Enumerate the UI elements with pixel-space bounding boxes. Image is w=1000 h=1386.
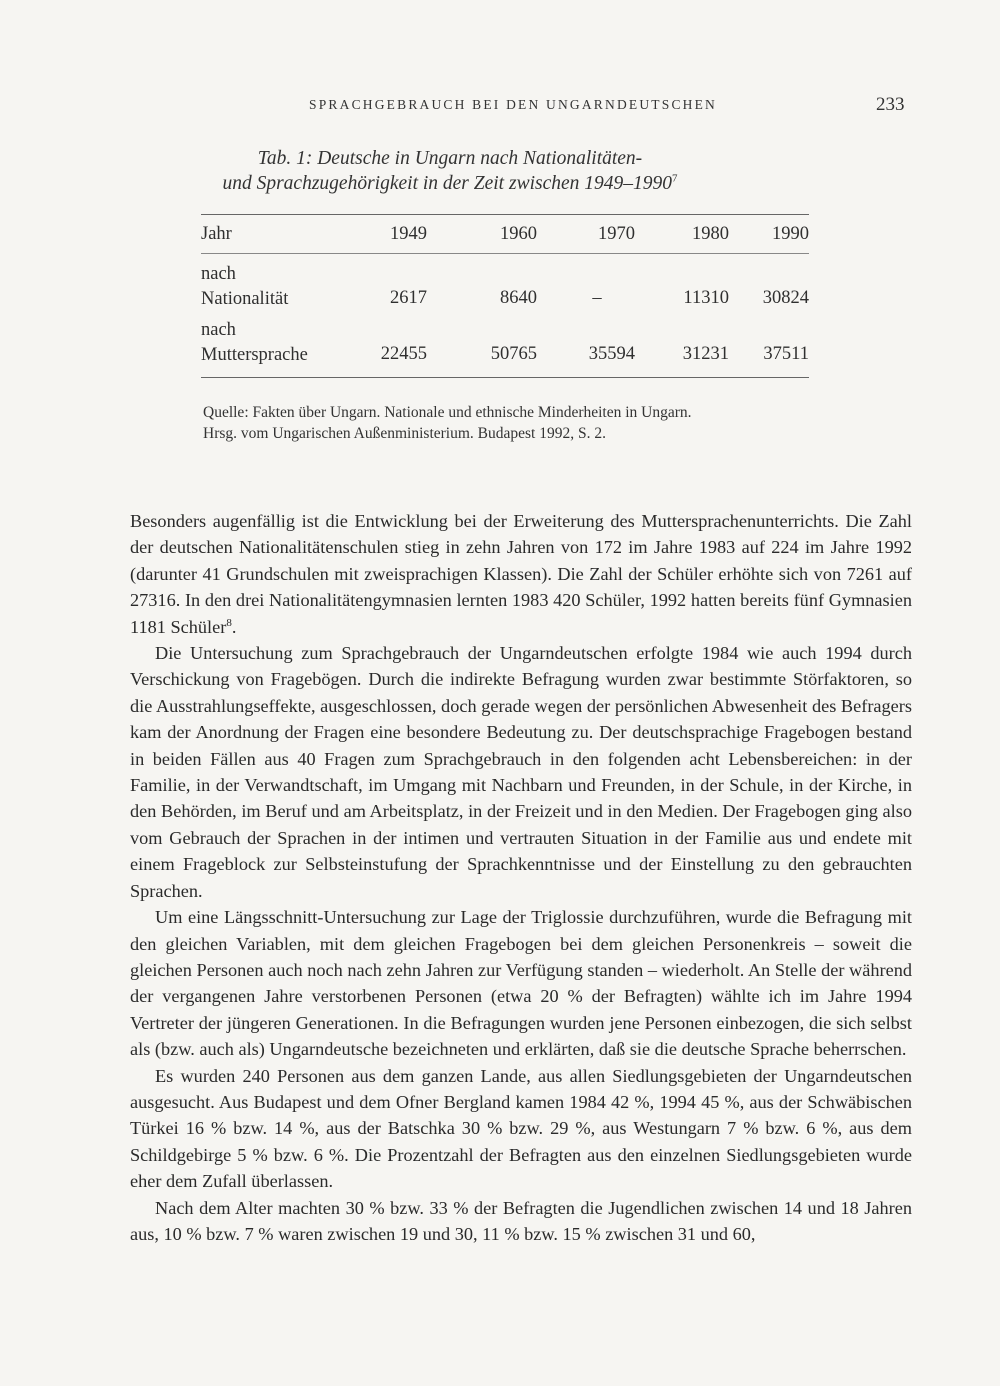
- table-header-year: 1970: [598, 223, 635, 244]
- table-header-year: 1960: [500, 223, 537, 244]
- paragraph-end: .: [231, 616, 237, 637]
- table-caption-line-2-text: und Sprachzugehörigkeit in der Zeit zwischen 1949–1990: [222, 173, 673, 194]
- paragraph: [130, 508, 912, 640]
- row-label: [201, 254, 359, 312]
- table-cell: 11310: [683, 288, 729, 308]
- footnote-marker: 8: [226, 616, 232, 629]
- table-caption-line-2: [90, 171, 810, 196]
- table-cell: 22455: [380, 344, 427, 364]
- table-cell: 8640: [500, 288, 537, 308]
- data-table: [201, 214, 809, 378]
- table-cell: 31231: [682, 344, 729, 364]
- table-source-note: [203, 402, 823, 444]
- table-header-label: Jahr: [201, 223, 232, 244]
- table-header-row: [201, 215, 809, 253]
- table-header-year: 1949: [390, 223, 427, 244]
- source-line-2: Hrsg. vom Ungarischen Außenministerium. Budapest 1992, S. 2.: [203, 425, 606, 442]
- table-caption-line-1: Tab. 1: Deutsche in Ungarn nach Nationalitäten-: [257, 148, 643, 169]
- paragraph: Es wurden 240 Personen aus dem ganzen Lande, aus allen Siedlungsgebieten der Ungarndeutschen ausgesucht. Aus Budapest und dem Ofner Bergland kamen 1984 42 %, 1994 45 %, aus der Schwäbischen Türkei 16 % bzw. 14 %, aus der Batschka 30 % bzw. 29 %, aus Westungarn 7 % bzw. 6 %, aus dem Schildgebirge 5 % bzw. 6 %. Die Prozentzahl der Befragten aus den einzelnen Siedlungsgebieten wurde eher dem Zufall überlassen.: [130, 1065, 912, 1192]
- row-label-line-2: Nationalität: [201, 289, 289, 309]
- table-caption: [90, 146, 810, 196]
- table-cell: 35594: [588, 344, 635, 364]
- table-row: [201, 312, 809, 368]
- table-cell: 50765: [490, 344, 537, 364]
- row-label-line-1: nach: [201, 264, 236, 284]
- body-text: [130, 508, 912, 1247]
- running-head: SPRACHGEBRAUCH BEI DEN UNGARNDEUTSCHEN: [309, 97, 717, 112]
- row-label-line-2: Muttersprache: [201, 345, 308, 365]
- table-grid: [201, 215, 809, 378]
- row-label-line-1: nach: [201, 320, 236, 340]
- paragraph: Um eine Längsschnitt-Untersuchung zur Lage der Triglossie durchzuführen, wurde die Befragung mit den gleichen Variablen, mit dem gleichen Fragebogen bei dem gleichen Personenkreis – soweit die gleichen Personen auch noch nach zehn Jahren zur Verfügung standen – wiederholt. An Stelle der während der vergangenen Jahre verstorbenen Personen (etwa 20 % der Befragten) wählte ich im Jahre 1994 Vertreter der jüngeren Generationen. In die Befragungen wurden jene Personen einbezogen, die sich selbst als (bzw. auch als) Ungarndeutsche bezeichneten und erklärten, daß sie die deutsche Sprache beherrschen.: [130, 907, 912, 1060]
- row-label: [201, 312, 359, 368]
- paragraph: Die Untersuchung zum Sprachgebrauch der Ungarndeutschen erfolgte 1984 wie auch 1994 durch Verschickung von Fragebögen. Durch die indirekte Befragung wurden zwar bestimmte Störfaktoren, so die Ausstrahlungseffekte, ausgeschlossen, doch gerade wegen der persönlichen Abwesenheit des Befragers kam der Anordnung der Fragen eine besondere Bedeutung zu. Der deutschsprachige Fragebogen bestand in beiden Fällen aus 40 Fragen zum Sprachgebrauch in den folgenden acht Lebensbereichen: in der Familie, in der Verwandtschaft, im Umgang mit Nachbarn und Freunden, in der Schule, in der Kirche, in den Behörden, im Beruf und am Arbeitsplatz, in der Freizeit und in den Medien. Der Fragebogen ging also vom Gebrauch der Sprachen in der intimen und vertrauten Situation in der Familie aus und endete mit einem Frageblock zur Selbsteinstufung der Sprachkenntnisse und der Einstellung zu den gebrauchten Sprachen.: [130, 643, 912, 901]
- source-line-1: Quelle: Fakten über Ungarn. Nationale und ethnische Minderheiten in Ungarn.: [203, 404, 692, 421]
- table-cell: –: [592, 288, 602, 308]
- table-bottom-rule: [201, 377, 809, 378]
- paragraph-text: Besonders augenfällig ist die Entwicklung bei der Erweiterung des Muttersprachenunterrichts. Die Zahl der deutschen Nationalitätenschulen stieg in zehn Jahren von 172 im Jahre 1983 auf 224 im Jahre 1992 (darunter 41 Grundschulen mit zweisprachigen Klassen). Die Zahl der Schüler erhöhte sich von 7261 auf 27316. In den drei Nationalitätengymnasien lernten 1983 420 Schüler, 1992 hatten bereits fünf Gymnasien 1181 Schüler: [130, 511, 912, 637]
- table-cell: 2617: [390, 288, 427, 308]
- caption-footnote-marker: 7: [672, 172, 678, 185]
- table-cell: 30824: [762, 288, 809, 308]
- paragraph: Nach dem Alter machten 30 % bzw. 33 % der Befragten die Jugendlichen zwischen 14 und 18 Jahren aus, 10 % bzw. 7 % waren zwischen 19 und 30, 11 % bzw. 15 % zwischen 31 und 60,: [130, 1197, 912, 1244]
- table-header-year: 1990: [772, 223, 809, 244]
- table-cell: 37511: [763, 344, 809, 364]
- page-number: 233: [876, 94, 905, 115]
- table-header-year: 1980: [692, 223, 729, 244]
- table-row: [201, 254, 809, 312]
